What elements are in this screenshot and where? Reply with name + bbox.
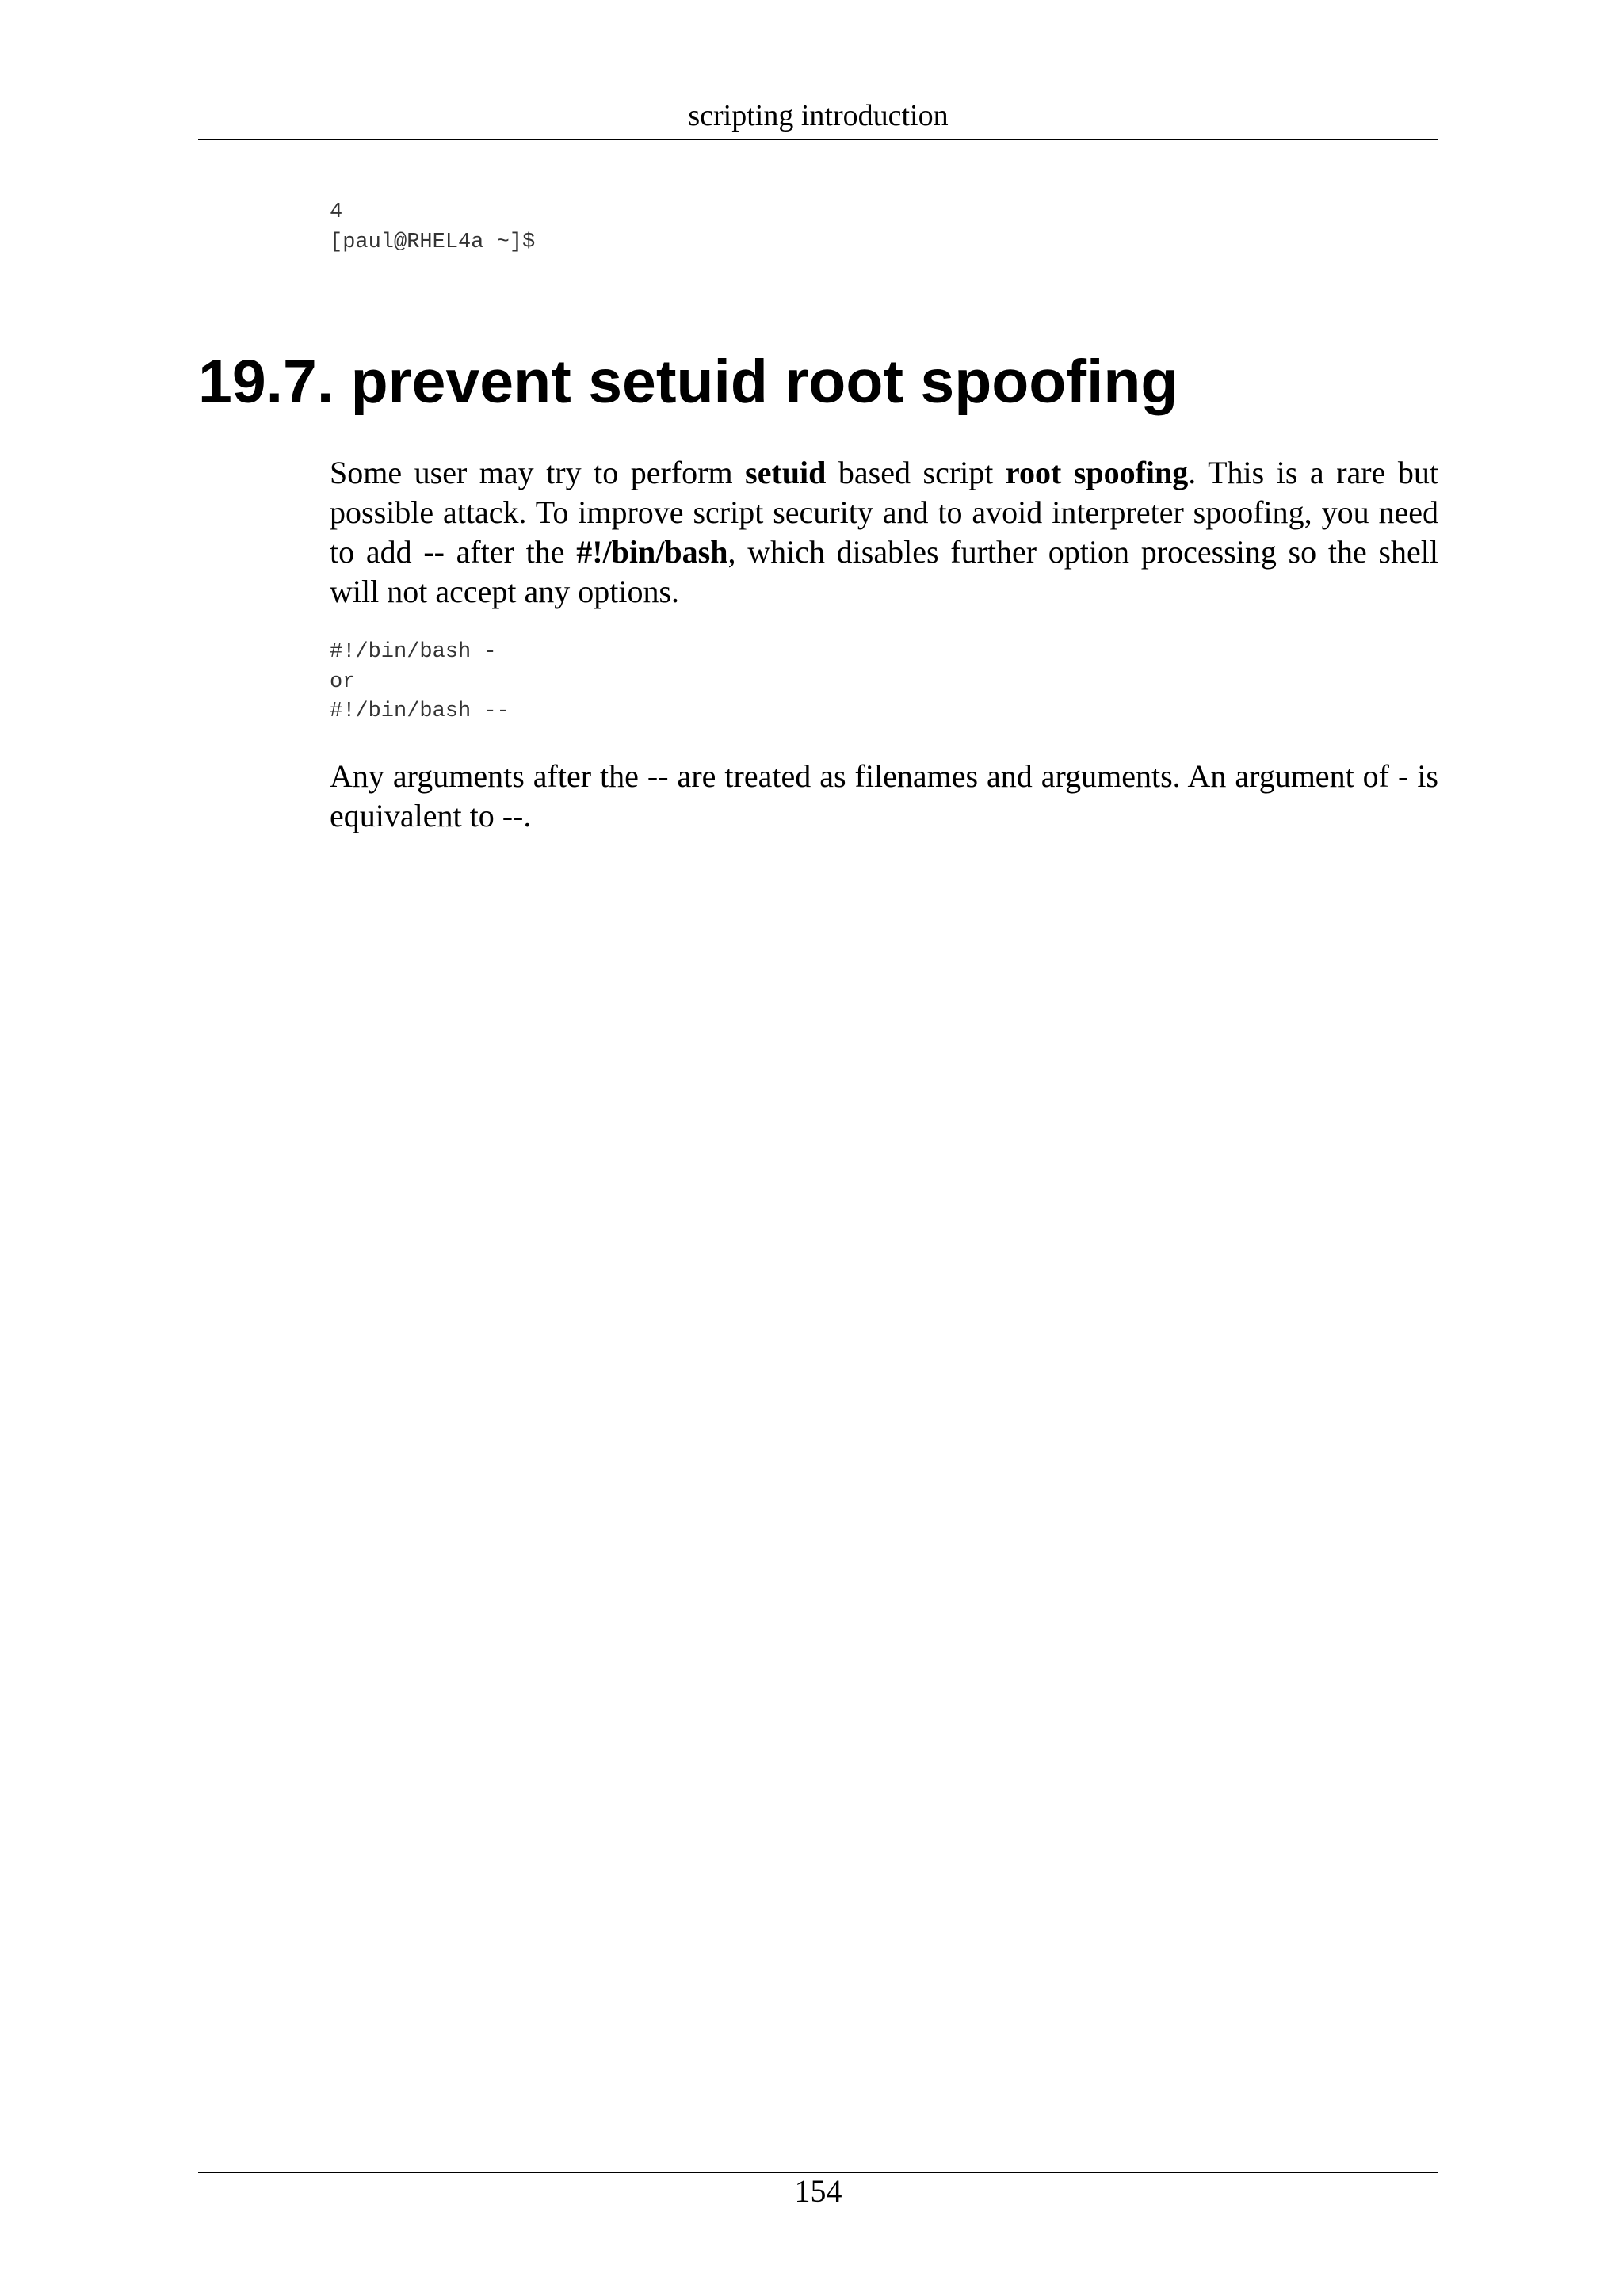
bold-term-setuid: setuid [745, 455, 827, 490]
paragraph-text: . This is a rare but possible attack. To improve script security and to avoid interpreter spoofing, you need to add [330, 455, 1438, 570]
code-line: or [330, 669, 356, 694]
paragraph-text: after the [444, 534, 577, 570]
code-block-shebang [330, 638, 510, 727]
paragraph-text: Some user may try to perform [330, 455, 746, 490]
body-paragraph [330, 453, 1438, 612]
bold-term-double-dash: -- [423, 534, 445, 570]
section-title: 19.7. prevent setuid root spoofing [198, 348, 1178, 416]
page-number: 154 [794, 2173, 842, 2209]
header-divider [198, 139, 1438, 140]
code-line: #!/bin/bash - [330, 640, 497, 664]
bold-term-shebang: #!/bin/bash [576, 534, 728, 570]
bold-term-root-spoofing: root spoofing [1005, 455, 1189, 490]
body-paragraph-arguments: Any arguments after the -- are treated as filenames and arguments. An argument of - is equivalent to --. [330, 758, 1438, 833]
code-line: 4 [330, 200, 343, 224]
paragraph-text: based script [826, 455, 1006, 490]
running-header: scripting introduction [688, 99, 949, 132]
code-line: #!/bin/bash -- [330, 700, 510, 723]
code-line: [paul@RHEL4a ~]$ [330, 230, 536, 254]
code-block-output [330, 198, 535, 257]
paragraph-text: , which disables further option processing so the shell will not accept any options. [330, 534, 1438, 609]
